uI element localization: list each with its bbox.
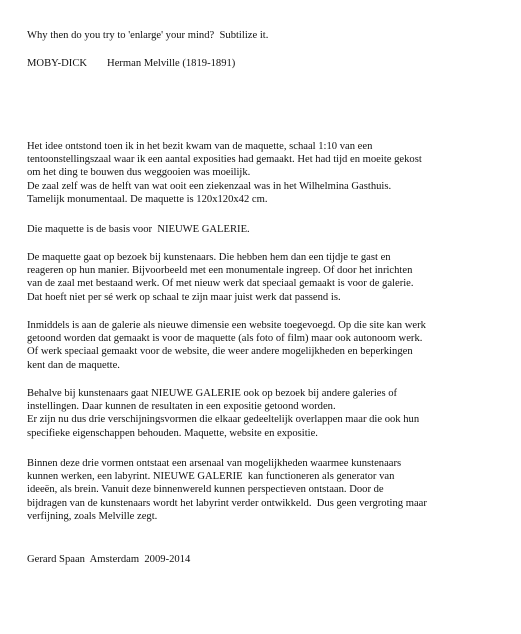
text-line: verfijning, zoals Melville zegt. — [27, 510, 158, 522]
text-line: Inmiddels is aan de galerie als nieuwe dimensie een website toegevoegd. Op die site kan werk — [27, 320, 426, 331]
text-line: Binnen deze drie vormen ontstaat een arsenaal van mogelijkheden waarmee kunstenaars — [27, 458, 402, 469]
text-line: tentoonstellingszaal waar ik een aantal exposities had gemaakt. Het had tijd en moeite gekost — [27, 154, 422, 166]
citation-author: Herman Melville (1819-1891) — [107, 58, 236, 69]
text-line: bijdragen van de kunstenaars wordt het labyrint verder ontwikkeld. Dus geen vergroting maar — [27, 497, 427, 509]
text-line: Dat hoeft niet per sé werk op schaal te zijn maar juist werk dat passend is. — [27, 291, 341, 303]
paragraph-origin — [27, 140, 422, 206]
text-line: reageren op hun manier. Bijvoorbeeld met een monumentale ingreep. Of door het inrichten — [27, 265, 413, 277]
text-line: kunnen werken, een labyrint. NIEUWE GALERIE kan functioneren als generator van — [27, 471, 395, 483]
quote-line: Why then do you try to 'enlarge' your mind? Subtilize it. — [27, 30, 269, 41]
paragraph-basis — [27, 223, 250, 236]
text-line: om het ding te bouwen dus weggooien was moeilijk. — [27, 167, 251, 179]
epigraph-citation — [27, 57, 235, 70]
epigraph-quote — [27, 29, 268, 42]
paragraph-website — [27, 319, 426, 372]
text-line: De zaal zelf was de helft van wat ooit een ziekenzaal was in het Wilhelmina Gasthuis. — [27, 180, 392, 192]
text-line: Er zijn nu dus drie verschijningsvormen die elkaar gedeeltelijk overlappen maar die ook hun — [27, 414, 420, 426]
text-line: Of werk speciaal gemaakt voor de website, die weer andere mogelijkheden en beperkingen — [27, 346, 413, 358]
text-line: ideeën, als brein. Vanuit deze binnenwereld kunnen perspectieven ontstaan. Door de — [27, 484, 384, 496]
citation-title: MOBY-DICK — [27, 58, 88, 69]
text-line: specifieke eigenschappen behouden. Maquette, website en expositie. — [27, 427, 318, 439]
text-line: getoond worden dat gemaakt is voor de maquette (als foto of film) maar ook autonoom werk. — [27, 333, 423, 345]
paragraph-labyrinth — [27, 457, 427, 523]
text-line: van de zaal met bestaand werk. Of met nieuw werk dat speciaal gemaakt is voor de galerie. — [27, 278, 414, 290]
signature — [27, 553, 190, 566]
citation-line — [27, 57, 235, 70]
paragraph-exhibitions — [27, 387, 419, 440]
text-line: kent dan de maquette. — [27, 359, 120, 371]
signature-line: Gerard Spaan Amsterdam 2009-2014 — [27, 554, 191, 565]
text-line: Het idee ontstond toen ik in het bezit kwam van de maquette, schaal 1:10 van een — [27, 141, 373, 152]
text-line: De maquette gaat op bezoek bij kunstenaars. Die hebben hem dan een tijdje te gast en — [27, 252, 391, 263]
text-line: Tamelijk monumentaal. De maquette is 120x120x42 cm. — [27, 193, 268, 205]
text-line: instellingen. Daar kunnen de resultaten in een expositie getoond worden. — [27, 401, 336, 413]
text-line: Behalve bij kunstenaars gaat NIEUWE GALERIE ook op bezoek bij andere galeries of — [27, 388, 398, 399]
text-line: Die maquette is de basis voor NIEUWE GALERIE. — [27, 224, 250, 235]
paragraph-visits — [27, 251, 414, 304]
